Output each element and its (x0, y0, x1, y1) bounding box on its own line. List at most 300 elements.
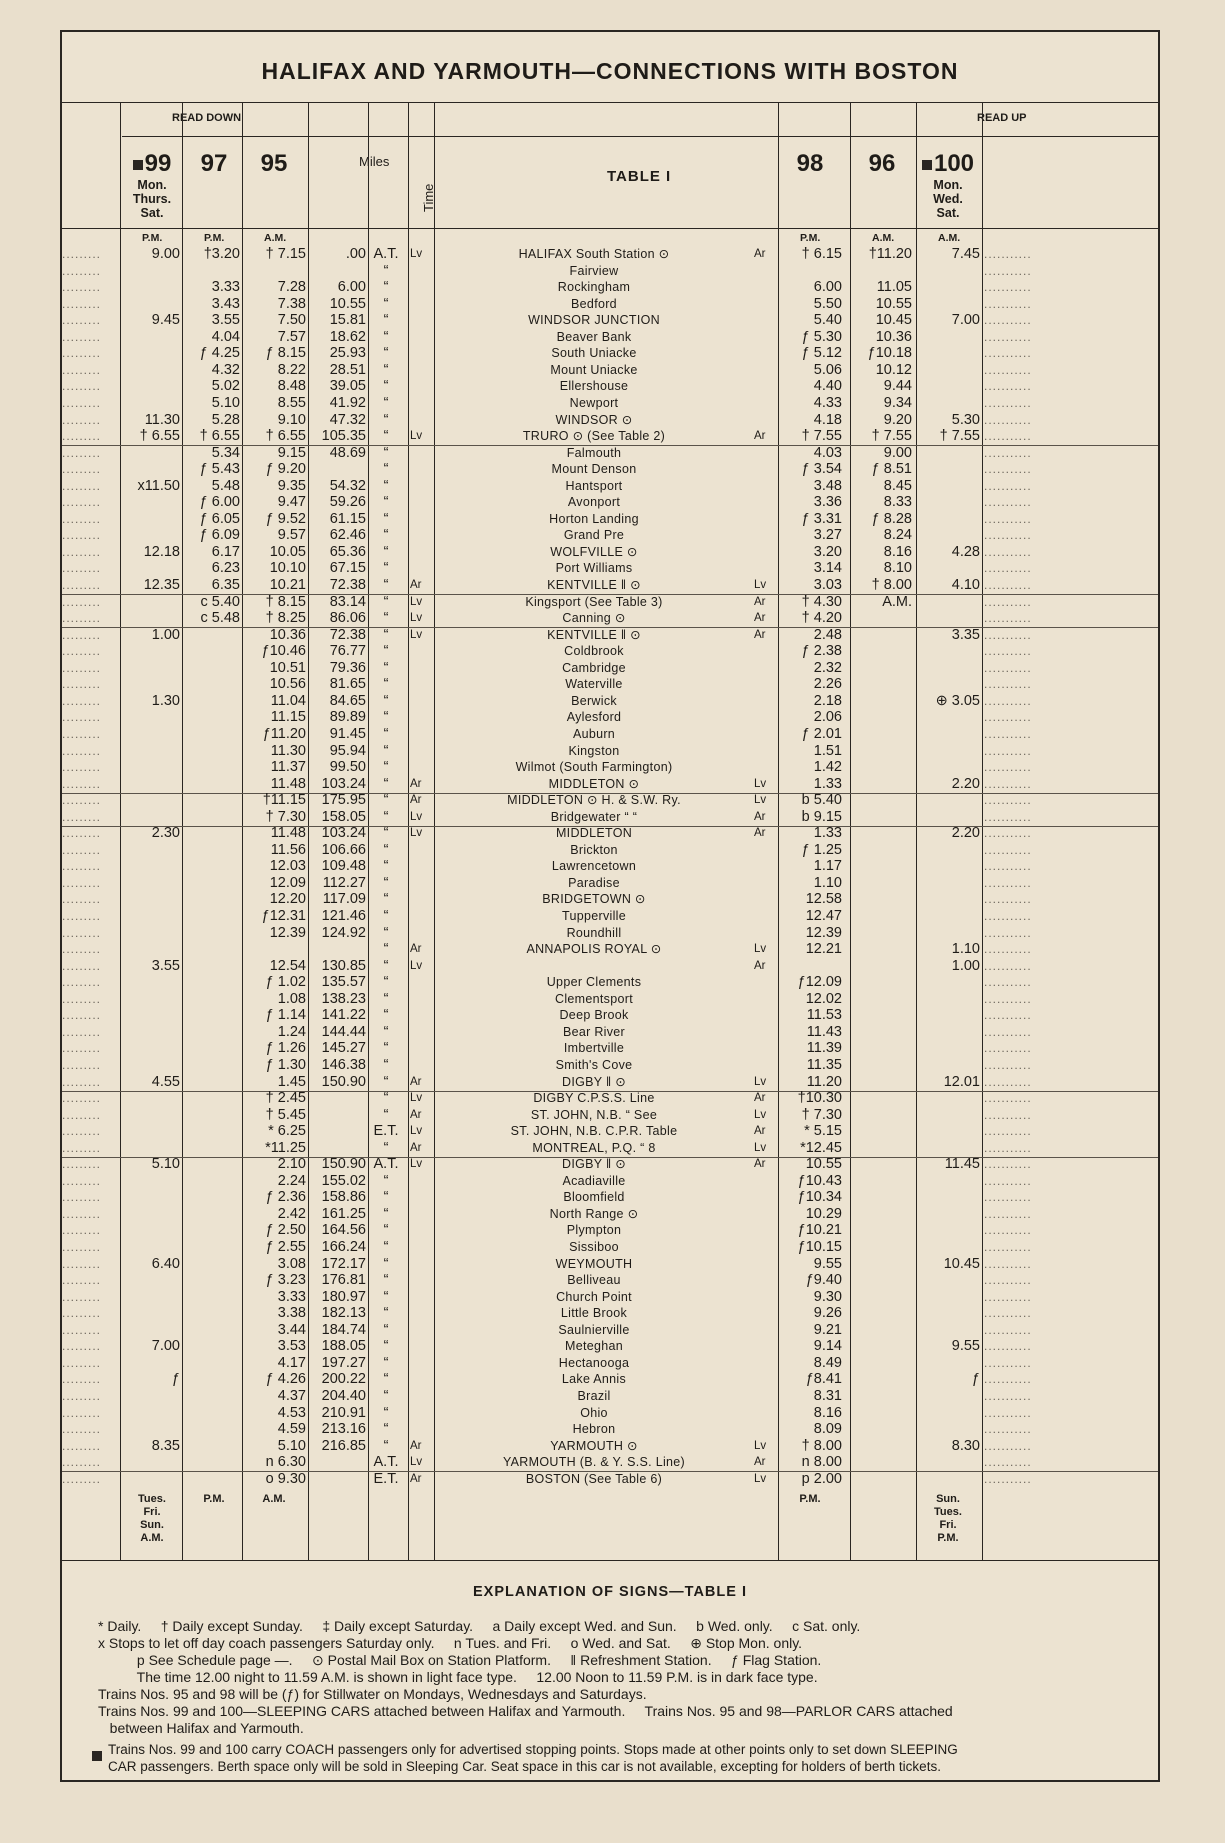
time-97 (184, 1074, 240, 1091)
time-100 (918, 329, 980, 346)
time-96: 9.44 (883, 378, 912, 395)
time-zone: “ (383, 1354, 389, 1371)
time-98: 2.48 (813, 626, 842, 643)
leader-dots: ........... (984, 528, 1032, 543)
time-97 (184, 1090, 240, 1107)
station-name: Brazil (577, 1388, 611, 1403)
time-100: 5.30 (951, 411, 980, 428)
leader-dots: ......... (62, 1388, 102, 1403)
leader-dots: ......... (62, 925, 102, 940)
time-99 (122, 974, 180, 991)
train-number-text: 97 (200, 150, 228, 177)
leader-dots: ........... (984, 1190, 1032, 1205)
time-97: 5.02 (211, 378, 240, 395)
train-number-text: 96 (868, 150, 896, 177)
leader-dots: ........... (984, 1256, 1032, 1271)
station-name: Belliveau (567, 1273, 621, 1288)
leader-dots: ........... (984, 991, 1032, 1006)
station-name: Tupperville (562, 909, 626, 923)
time-99 (122, 941, 180, 958)
time-99 (122, 1289, 180, 1306)
column-rule (242, 102, 243, 1560)
time-98: 3.14 (813, 560, 842, 577)
leader-dots: ........... (984, 1091, 1032, 1106)
column-rule (182, 102, 183, 1560)
time-100: 2.20 (951, 825, 980, 842)
time-100: 12.01 (943, 1073, 980, 1090)
leader-dots: ......... (62, 743, 102, 758)
time-96 (852, 1239, 912, 1256)
leader-dots: ......... (62, 611, 102, 626)
ar-lv (754, 312, 774, 329)
leader-dots: ......... (62, 1091, 102, 1106)
miles: 89.89 (329, 709, 366, 726)
station-name: BRIDGETOWN ⊙ (542, 892, 646, 907)
ar-lv (754, 643, 774, 660)
lv-ar (410, 1289, 432, 1306)
time-98: 4.18 (813, 411, 842, 428)
time-100 (918, 991, 980, 1008)
time-96: A.M. (882, 593, 912, 610)
lv-ar: Lv (410, 1456, 423, 1469)
time-zone: “ (383, 1404, 389, 1421)
ar-lv (754, 1289, 774, 1306)
leader-dots: ........... (984, 909, 1032, 923)
time-100 (918, 445, 980, 462)
train-number-text: 95 (260, 150, 288, 177)
time-99 (122, 1140, 180, 1157)
leader-dots: ........... (984, 478, 1032, 493)
time-99: 1.00 (151, 626, 180, 643)
leader-dots: ......... (62, 1124, 102, 1139)
time-95: ƒ 1.02 (265, 974, 306, 991)
time-98: † 6.15 (801, 246, 842, 262)
time-zone: “ (383, 692, 389, 709)
leader-dots: ........... (984, 726, 1032, 741)
leader-dots: ........... (984, 958, 1032, 973)
time-100 (918, 362, 980, 379)
ar-lv: Ar (754, 430, 766, 443)
time-95: 3.38 (277, 1305, 306, 1322)
time-97 (184, 991, 240, 1008)
leader-dots: ........... (984, 544, 1032, 559)
footer-line: P.M. (203, 1493, 225, 1506)
time-95: 12.39 (269, 924, 306, 941)
time-95: 2.42 (277, 1205, 306, 1222)
footer-down-1 (184, 1493, 244, 1506)
note-marker-icon (92, 1751, 102, 1761)
time-98: 8.09 (813, 1421, 842, 1438)
time-zone: “ (383, 643, 389, 660)
leader-dots: ........... (984, 379, 1032, 394)
time-98: ƒ10.43 (797, 1172, 842, 1189)
miles: 65.36 (329, 543, 366, 560)
station-name: HALIFAX South Station ⊙ (518, 247, 670, 261)
time-zone: “ (383, 941, 389, 958)
time-zone: “ (383, 1040, 389, 1057)
footer-line: A.M. (262, 1493, 286, 1506)
lv-ar: Ar (410, 1439, 422, 1452)
miles: 130.85 (321, 957, 366, 974)
station-name: KENTVILLE ‖ ⊙ (547, 627, 641, 642)
time-96 (852, 1322, 912, 1339)
miles: 103.24 (321, 775, 366, 792)
time-97: ƒ 6.09 (199, 527, 240, 544)
time-99: 8.35 (151, 1437, 180, 1454)
time-99 (122, 1222, 180, 1239)
miles: 72.38 (329, 577, 366, 593)
ar-lv (754, 263, 774, 280)
time-99 (122, 759, 180, 776)
column-rule (916, 102, 917, 1560)
miles: 146.38 (321, 1056, 366, 1073)
time-96: 10.36 (875, 328, 912, 345)
leader-dots: ......... (62, 975, 102, 990)
station-name: Coldbrook (564, 644, 624, 659)
time-100 (918, 1123, 980, 1140)
time-99 (122, 776, 180, 793)
miles: 18.62 (329, 328, 366, 345)
leader-dots: ........... (984, 594, 1032, 609)
time-zone: “ (383, 858, 389, 875)
station-name: DIGBY ‖ ⊙ (562, 1157, 626, 1172)
lv-ar: Ar (410, 1075, 422, 1088)
time-96 (852, 809, 912, 826)
time-98: p 2.00 (801, 1470, 842, 1487)
time-99 (122, 345, 180, 362)
time-99 (122, 263, 180, 280)
miles: 117.09 (322, 891, 366, 908)
time-96: ƒ 8.51 (871, 461, 912, 478)
time-99: 12.35 (143, 577, 180, 593)
leader-dots: ........... (984, 611, 1032, 626)
time-96: 8.45 (883, 477, 912, 494)
lv-ar (410, 1388, 432, 1405)
ar-lv (754, 842, 774, 859)
time-98: 2.26 (813, 676, 842, 693)
time-100 (918, 1239, 980, 1256)
time-100 (918, 1040, 980, 1057)
time-zone: “ (383, 659, 389, 676)
time-zone: “ (383, 1023, 389, 1040)
miles: 155.02 (321, 1172, 366, 1189)
time-100 (918, 511, 980, 528)
lv-ar: Lv (410, 1092, 423, 1105)
ar-lv (754, 875, 774, 892)
time-100 (918, 1454, 980, 1471)
time-zone: “ (383, 411, 389, 428)
ar-lv: Ar (754, 810, 766, 823)
miles (310, 941, 366, 958)
station-name: MONTREAL, P.Q. “ 8 (532, 1140, 656, 1155)
time-95: † 7.30 (265, 808, 306, 825)
lv-ar (410, 1189, 432, 1206)
lv-ar: Lv (410, 827, 423, 840)
time-95: † 8.25 (265, 610, 306, 627)
time-98: 10.29 (805, 1205, 842, 1222)
time-95: ƒ 4.26 (265, 1371, 306, 1388)
station-name: Meteghan (565, 1339, 623, 1354)
time-96 (852, 1173, 912, 1190)
time-95: †11.15 (262, 792, 306, 809)
time-95: † 7.15 (265, 246, 306, 262)
miles: 84.65 (329, 692, 366, 709)
time-96 (852, 776, 912, 793)
time-98: 2.06 (813, 709, 842, 726)
time-96 (852, 1040, 912, 1057)
time-95: 9.10 (277, 411, 306, 428)
time-99 (122, 1173, 180, 1190)
time-98: ƒ8.41 (805, 1371, 842, 1388)
station-name: Sissiboo (569, 1240, 619, 1254)
time-zone: “ (383, 1288, 389, 1305)
train-header-up-2 (918, 150, 978, 220)
time-98: 2.18 (813, 692, 842, 709)
time-100: 4.28 (951, 543, 980, 560)
miles: 112.27 (322, 874, 366, 891)
time-98: 9.55 (813, 1255, 842, 1272)
station-name (434, 958, 754, 975)
time-96 (852, 759, 912, 776)
time-98: 12.02 (805, 990, 842, 1007)
time-100 (918, 494, 980, 511)
miles: 164.56 (321, 1222, 366, 1239)
miles: 213.16 (321, 1421, 366, 1438)
time-97 (184, 908, 240, 925)
miles: 210.91 (321, 1404, 366, 1421)
time-97: 4.04 (211, 328, 240, 345)
time-95: 9.47 (277, 494, 306, 511)
time-98: ƒ 1.25 (801, 841, 842, 858)
time-97 (184, 1057, 240, 1074)
time-99 (122, 875, 180, 892)
leader-dots: ......... (62, 362, 102, 377)
leader-dots: ......... (62, 495, 102, 510)
ar-lv: Lv (754, 943, 767, 956)
lv-ar (410, 676, 432, 693)
station-name: Avonport (567, 495, 621, 510)
leader-dots: ........... (984, 1157, 1032, 1172)
leader-dots: ........... (984, 429, 1032, 444)
time-97 (184, 825, 240, 842)
train-number-text: 98 (796, 150, 824, 177)
time-95: ƒ11.20 (262, 725, 306, 742)
lv-ar (410, 693, 432, 710)
lv-ar (410, 726, 432, 743)
time-zone: “ (383, 262, 389, 279)
time-98: ƒ 5.12 (801, 345, 842, 362)
time-zone: “ (383, 1371, 389, 1388)
time-96 (852, 908, 912, 925)
leader-dots: ........... (984, 1339, 1032, 1354)
lv-ar (410, 1173, 432, 1190)
time-98: 1.33 (813, 825, 842, 842)
time-98: 4.40 (813, 378, 842, 395)
leader-dots: ........... (984, 578, 1032, 592)
time-zone: E.T. (373, 1470, 399, 1487)
station-name: Ellershouse (559, 379, 629, 394)
time-95: 2.24 (277, 1172, 306, 1189)
time-100 (918, 842, 980, 859)
leader-dots: ........... (984, 412, 1032, 427)
time-98: 8.16 (813, 1404, 842, 1421)
time-zone: “ (383, 577, 389, 593)
time-zone: “ (383, 1222, 389, 1239)
time-99 (122, 560, 180, 577)
explanation-line: between Halifax and Yarmouth. (98, 1720, 304, 1736)
train-header-down-1 (184, 150, 244, 178)
time-96 (852, 1256, 912, 1273)
time-96 (852, 1272, 912, 1289)
time-98: 11.43 (806, 1023, 842, 1040)
lv-ar: Lv (410, 959, 423, 972)
time-97: 5.34 (211, 444, 240, 461)
time-97 (184, 875, 240, 892)
time-zone: “ (383, 312, 389, 329)
time-99 (122, 676, 180, 693)
time-95: 10.10 (269, 560, 306, 577)
leader-dots: ......... (62, 412, 102, 427)
time-zone: “ (383, 1189, 389, 1206)
time-zone: “ (383, 974, 389, 991)
miles: 99.50 (329, 759, 366, 776)
time-99 (122, 1239, 180, 1256)
time-98: 11.53 (806, 1007, 842, 1024)
timetable-sheet (60, 30, 1160, 1782)
time-100 (918, 1222, 980, 1239)
miles: 197.27 (321, 1354, 366, 1371)
time-95: 10.51 (269, 659, 306, 676)
station-name: North Range ⊙ (549, 1206, 639, 1221)
ar-lv (754, 1189, 774, 1206)
ar-lv (754, 461, 774, 478)
miles: 109.48 (321, 858, 366, 875)
time-100 (918, 660, 980, 677)
train-number-text: 100 (933, 150, 975, 177)
time-zone: “ (383, 560, 389, 577)
time-95 (244, 263, 306, 280)
leader-dots: ......... (62, 991, 102, 1006)
time-100 (918, 726, 980, 743)
station-name: Little Brook (560, 1306, 628, 1321)
station-name: Kingsport (See Table 3) (525, 594, 663, 609)
leader-dots: ......... (62, 1057, 102, 1072)
time-97: 5.28 (211, 411, 240, 428)
leader-dots: ......... (62, 346, 102, 361)
time-97 (184, 726, 240, 743)
time-96 (852, 1289, 912, 1306)
time-100 (918, 925, 980, 942)
time-97: 5.48 (211, 477, 240, 494)
leader-dots: ......... (62, 1173, 102, 1188)
time-97: 4.32 (211, 361, 240, 378)
ar-lv: Ar (754, 248, 766, 260)
time-98: 11.20 (806, 1073, 842, 1090)
miles: .00 (345, 246, 366, 262)
header-rule-2 (62, 228, 1158, 229)
table-bottom-rule (62, 1560, 1158, 1561)
ar-lv (754, 296, 774, 313)
time-96: 8.24 (883, 527, 912, 544)
time-98: ƒ10.21 (797, 1222, 842, 1239)
lv-ar (410, 643, 432, 660)
time-99 (122, 296, 180, 313)
time-99 (122, 1007, 180, 1024)
ar-lv (754, 1338, 774, 1355)
time-95: 11.56 (270, 841, 306, 858)
explanation-line: * Daily. † Daily except Sunday. ‡ Daily except Saturday. a Daily except Wed. and Sun. b Wed. only. c Sat. only. (98, 1618, 861, 1634)
ar-lv: Ar (754, 1125, 766, 1138)
time-97: c 5.40 (200, 593, 240, 610)
lv-ar (410, 445, 432, 462)
time-95: 10.05 (269, 543, 306, 560)
miles: 91.45 (329, 725, 366, 742)
miles: 172.17 (321, 1255, 366, 1272)
time-95: 9.15 (277, 444, 306, 461)
time-95: ƒ 2.55 (265, 1239, 306, 1255)
time-97 (184, 1024, 240, 1041)
time-96 (852, 991, 912, 1008)
lv-ar (410, 345, 432, 362)
time-97 (184, 1289, 240, 1306)
time-100 (918, 345, 980, 362)
time-96: 8.10 (883, 560, 912, 577)
station-name: Fairview (569, 263, 619, 278)
time-100: 3.35 (951, 626, 980, 643)
station-name: Brickton (570, 842, 618, 857)
time-98: 1.17 (813, 858, 842, 875)
time-99 (122, 643, 180, 660)
leader-dots: ........... (984, 263, 1032, 278)
time-97 (184, 1421, 240, 1438)
miles: 25.93 (329, 345, 366, 362)
time-100 (918, 1355, 980, 1372)
leader-dots: ......... (62, 842, 102, 857)
time-95: 1.08 (277, 990, 306, 1007)
time-97: † 6.55 (199, 428, 240, 445)
lv-ar (410, 891, 432, 908)
time-98: 2.32 (813, 659, 842, 676)
time-100 (918, 643, 980, 660)
time-99 (122, 925, 180, 942)
leader-dots: ......... (62, 776, 102, 791)
time-95: † 6.55 (265, 428, 306, 445)
time-99 (122, 461, 180, 478)
time-97 (184, 1156, 240, 1173)
time-95: n 6.30 (265, 1454, 306, 1471)
time-95: ƒ 9.52 (265, 510, 306, 527)
lv-ar: Ar (410, 1141, 422, 1154)
lv-ar (410, 312, 432, 329)
time-100 (918, 527, 980, 544)
time-98: ƒ10.34 (797, 1189, 842, 1206)
time-98 (780, 958, 842, 975)
time-99 (122, 1305, 180, 1322)
time-96 (852, 941, 912, 958)
time-zone: “ (383, 1437, 389, 1454)
time-100 (918, 974, 980, 991)
time-97: 3.43 (211, 295, 240, 312)
time-99: x11.50 (137, 477, 180, 494)
time-98: ƒ 2.01 (801, 725, 842, 742)
time-100 (918, 594, 980, 611)
time-100 (918, 1272, 980, 1289)
miles: 15.81 (329, 312, 366, 329)
time-zone: “ (383, 709, 389, 726)
miles: 79.36 (329, 659, 366, 676)
time-98: 11.39 (806, 1040, 842, 1057)
time-96: 9.20 (883, 411, 912, 428)
